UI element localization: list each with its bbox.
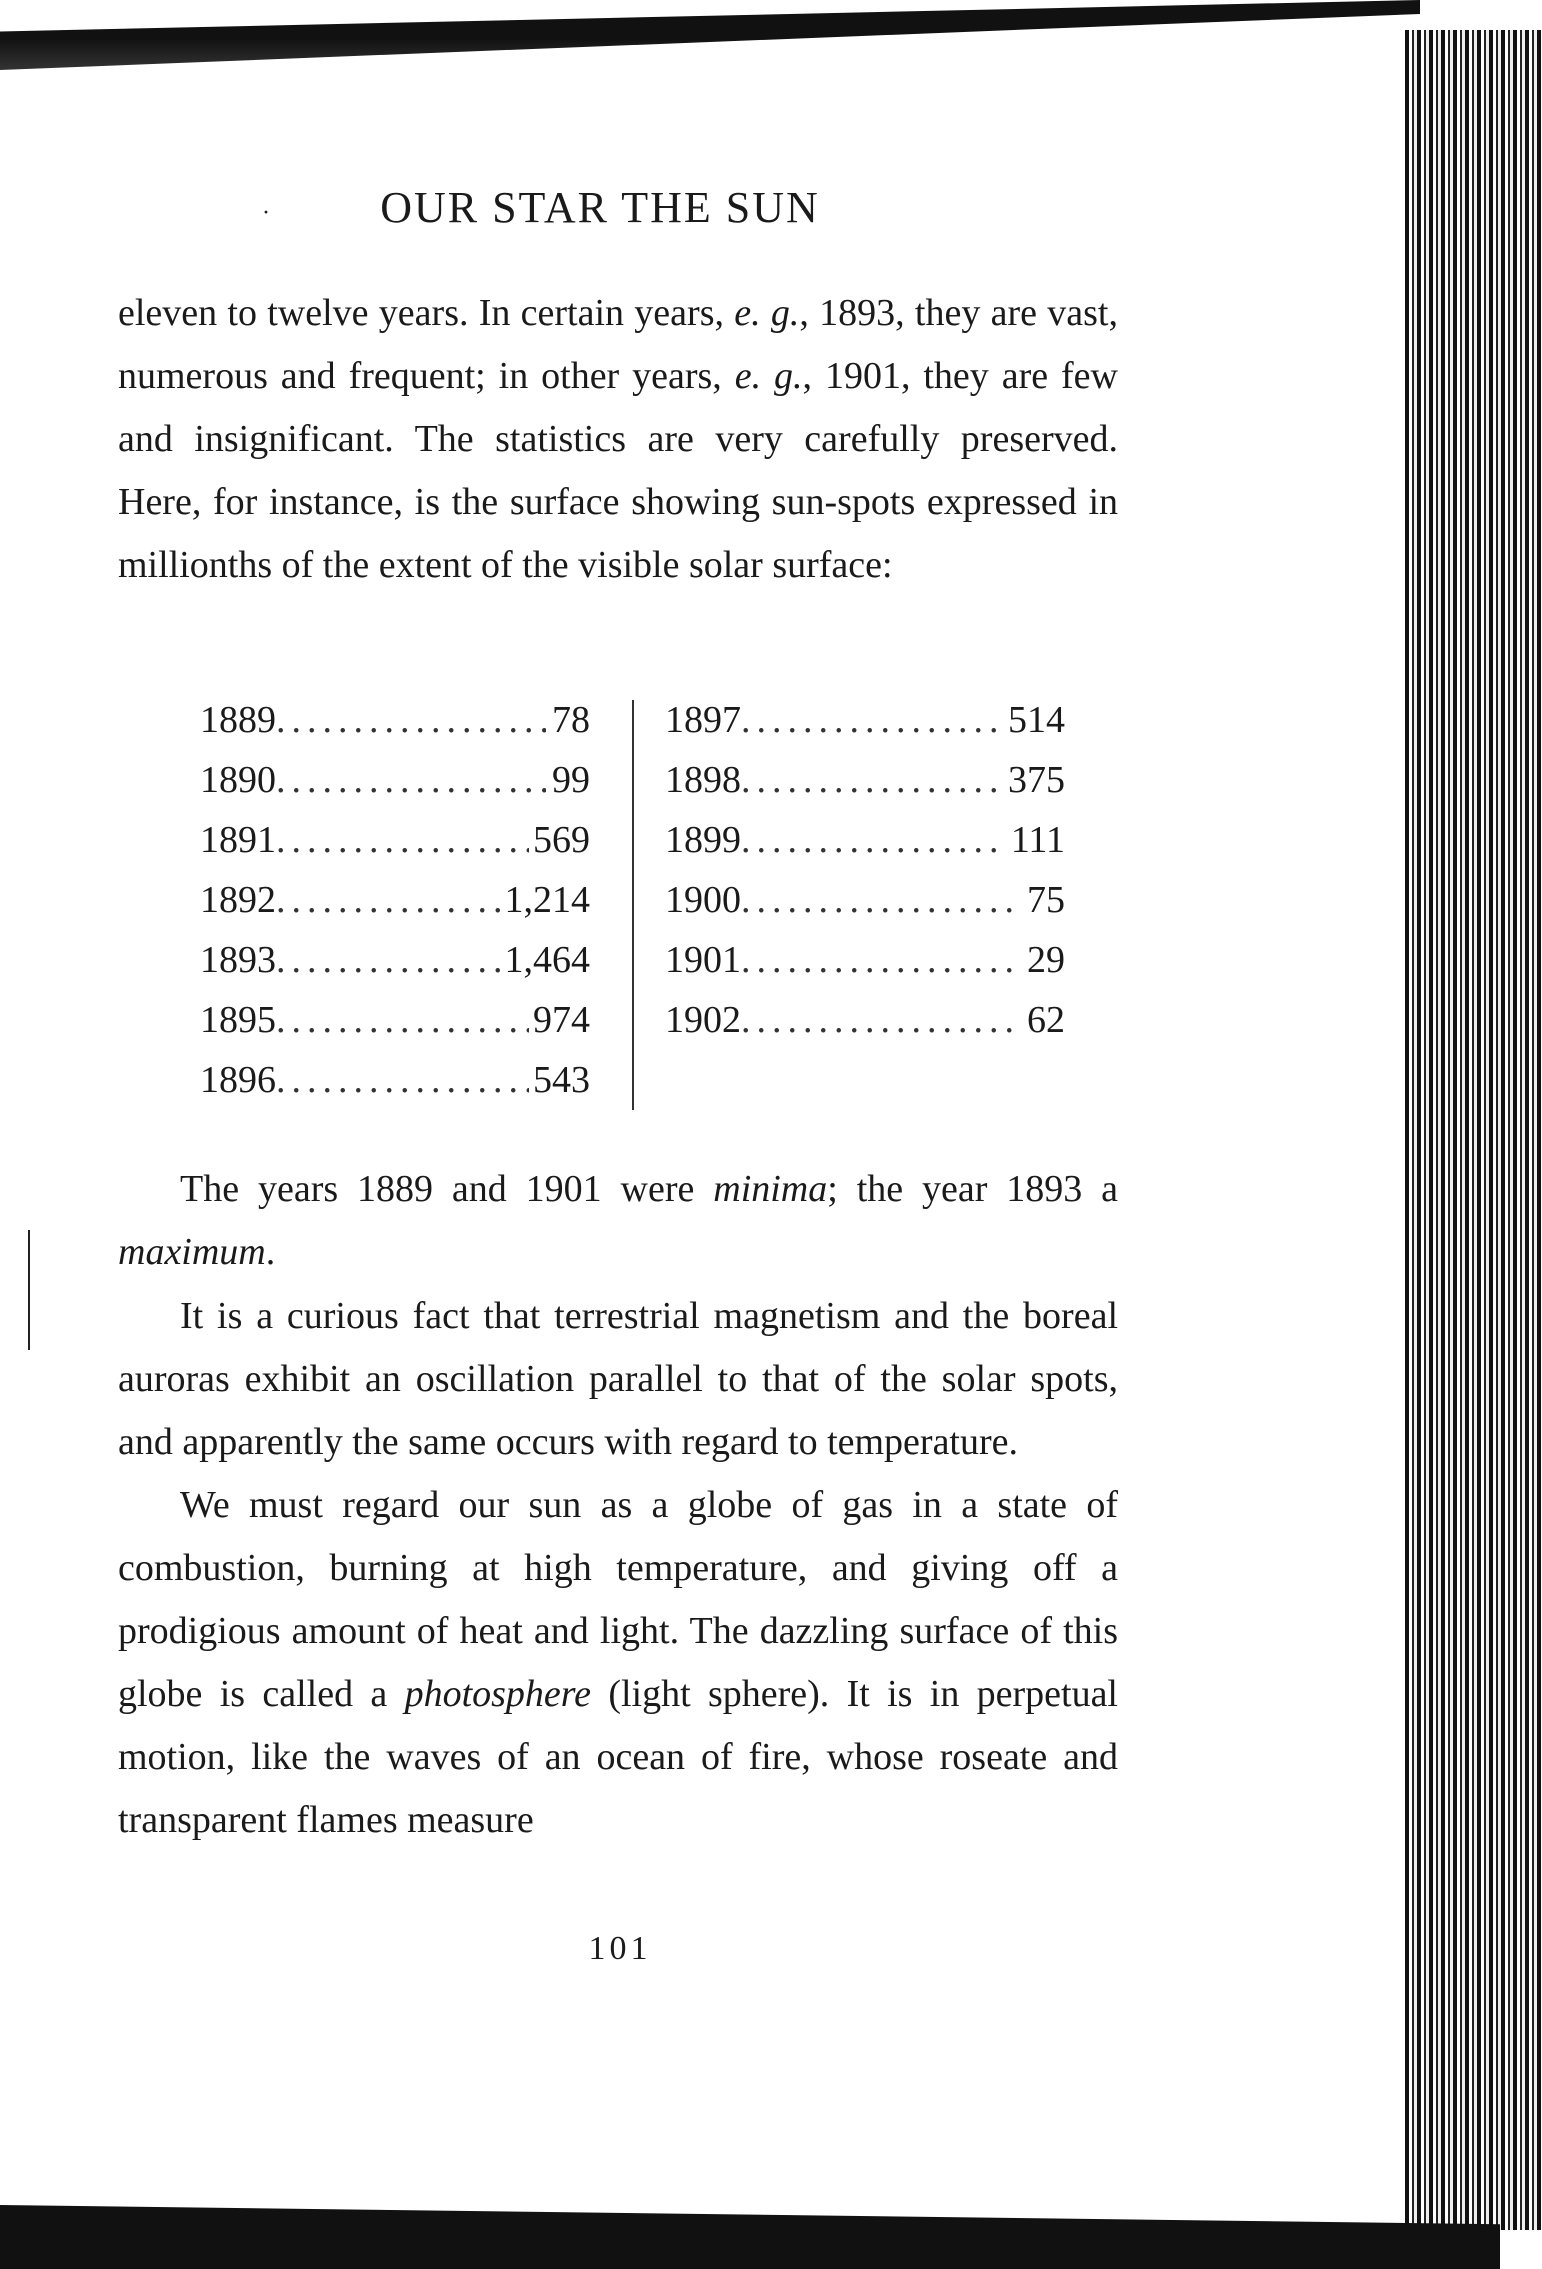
dot-leader: [276, 870, 501, 930]
year-cell: 1890: [200, 759, 276, 801]
minima-text-1: The years 1889 and 1901 were: [180, 1168, 714, 1210]
globe-text-2: (light sphere). It is in perpetual motion, like the waves of an ocean of fire, whose roseate and transparent flames measure: [118, 1673, 1118, 1841]
sunspot-table-left-column: [200, 690, 590, 1110]
year-cell: 1898: [665, 759, 741, 801]
intro-abbrev-2: e. g.: [734, 355, 803, 397]
year-cell: 1899: [665, 819, 741, 861]
dot-leader: [741, 810, 1007, 870]
value-cell: 569: [533, 819, 590, 861]
value-cell: 29: [1027, 939, 1065, 981]
table-row: [200, 810, 590, 870]
dot-leader: [741, 930, 1021, 990]
globe-paragraph: [118, 1474, 1118, 1852]
maximum-term: maximum: [118, 1231, 266, 1273]
table-row: [665, 870, 1065, 930]
value-cell: 543: [533, 1059, 590, 1101]
table-row: [665, 690, 1065, 750]
intro-text-2: , 1893, they are vast, numerous and frequent; in other years,: [118, 292, 1118, 397]
table-row: [200, 870, 590, 930]
value-cell: 62: [1027, 999, 1065, 1041]
magnetism-paragraph: It is a curious fact that terrestrial magnetism and the boreal auroras exhibit an oscillation parallel to that of the solar spots, and apparently the same occurs with regard to temperature.: [118, 1295, 1118, 1463]
value-cell: 514: [1008, 699, 1065, 741]
dot-leader: [741, 990, 1021, 1050]
dot-leader: [276, 990, 529, 1050]
minima-term: minima: [713, 1168, 828, 1210]
scan-shadow-top: [0, 0, 1420, 70]
sunspot-table: [200, 690, 1065, 1120]
table-row: [200, 930, 590, 990]
table-divider: [632, 700, 634, 1110]
dot-leader: [741, 750, 1004, 810]
dot-leader: [741, 690, 1004, 750]
sunspot-table-right-column: [665, 690, 1065, 1050]
year-cell: 1889: [200, 699, 276, 741]
table-row: [665, 930, 1065, 990]
table-row: [665, 990, 1065, 1050]
table-row: [200, 990, 590, 1050]
value-cell: 974: [533, 999, 590, 1041]
year-cell: 1897: [665, 699, 741, 741]
table-row: [200, 690, 590, 750]
photosphere-term: photosphere: [404, 1673, 592, 1715]
year-cell: 1892: [200, 879, 276, 921]
value-cell: 78: [552, 699, 590, 741]
minima-paragraph: [118, 1158, 1118, 1284]
dot-leader: [276, 930, 501, 990]
year-cell: 1900: [665, 879, 741, 921]
table-row: [665, 750, 1065, 810]
page-edge-shading: [1405, 30, 1542, 2230]
intro-text-1: eleven to twelve years. In certain years,: [118, 292, 735, 334]
year-cell: 1901: [665, 939, 741, 981]
scan-shadow-bottom: [0, 2205, 1500, 2269]
table-row: [665, 810, 1065, 870]
running-header: OUR STAR THE SUN: [380, 183, 820, 232]
minima-text-3: .: [265, 1231, 276, 1273]
table-row: [200, 750, 590, 810]
year-cell: 1896: [200, 1059, 276, 1101]
intro-text-3: , 1901, they are few and insignificant. The statistics are very carefully preserved. Here, for instance, is the surface showing sun-spots expressed in millionths of the extent of the visible solar surface:: [118, 355, 1118, 586]
value-cell: 1,464: [504, 939, 590, 981]
dot-leader: [276, 810, 529, 870]
value-cell: 75: [1027, 879, 1065, 921]
value-cell: 111: [1010, 819, 1065, 861]
value-cell: 99: [552, 759, 590, 801]
year-cell: 1891: [200, 819, 276, 861]
dot-leader: [276, 690, 546, 750]
intro-paragraph: [118, 282, 1118, 597]
value-cell: 1,214: [504, 879, 590, 921]
table-row: [200, 1050, 590, 1110]
scan-mark-left: [28, 1230, 30, 1350]
dot-leader: [276, 750, 546, 810]
intro-abbrev-1: e. g.: [734, 292, 800, 334]
body-paragraphs: [118, 1285, 1118, 1852]
page-number: 101: [588, 1930, 652, 1967]
year-cell: 1895: [200, 999, 276, 1041]
globe-text-1: We must regard our sun as a globe of gas in a state of combustion, burning at high temperature, and giving off a prodigious amount of heat and light. The dazzling surface of this globe is called a: [118, 1484, 1118, 1715]
header-dot: ·: [262, 200, 270, 226]
value-cell: 375: [1008, 759, 1065, 801]
year-cell: 1902: [665, 999, 741, 1041]
year-cell: 1893: [200, 939, 276, 981]
minima-text-2: ; the year 1893 a: [827, 1168, 1119, 1210]
dot-leader: [741, 870, 1021, 930]
dot-leader: [276, 1050, 529, 1110]
